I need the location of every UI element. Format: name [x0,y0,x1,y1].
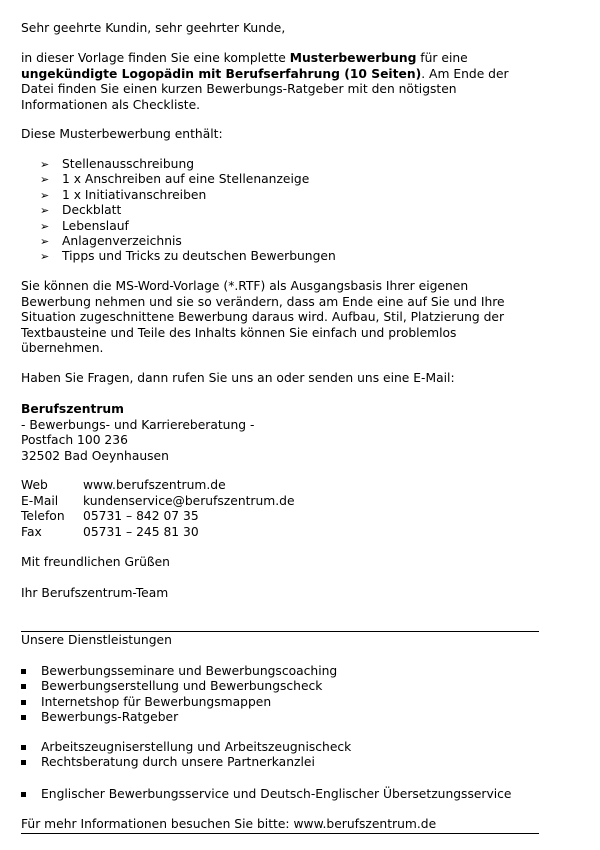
square-bullet-icon [21,760,26,765]
list-item-text: Rechtsberatung durch unsere Partnerkanzlei [41,755,315,770]
contact-label: Telefon [21,509,65,523]
list-item-text: Bewerbungserstellung und Bewerbungscheck [41,679,323,694]
contents-list [40,157,336,265]
list-item [21,787,512,802]
intro-line-1 [21,51,468,66]
services-list [21,740,351,771]
contact-row-fax [21,525,295,541]
list-item [40,219,336,234]
footer-text: Für mehr Informationen besuchen Sie bitte: www.berufszentrum.de [21,817,437,831]
intro-text: . Am Ende der [421,66,509,81]
intro-line-4: Informationen als Checkliste. [21,97,201,112]
list-item [21,755,351,770]
company-tagline: - Bewerbungs- und Karriereberatung - [21,417,255,432]
word-para-line: Textbausteine und Teile des Inhalts können Sie einfach und problemlos [21,325,457,340]
word-para-line: Situation zugeschnittene Bewerbung daraus wird. Aufbau, Stil, Platzierung der [21,310,505,324]
list-item-text: Lebenslauf [62,218,129,233]
list-item-text: Arbeitszeugniserstellung und Arbeitszeugnischeck [41,739,352,754]
arrow-bullet-icon: ➢ [40,158,50,171]
questions-text: Haben Sie Fragen, dann rufen Sie uns an oder senden uns eine E-Mail: [21,371,455,385]
list-item-text: Stellenausschreibung [62,157,195,171]
list-item-text: Deckblatt [62,203,122,218]
closing: Mit freundlichen Grüßen [21,555,170,569]
signature: Ihr Berufszentrum-Team [21,586,169,600]
intro-text: in dieser Vorlage finden Sie eine komplette [21,51,290,65]
list-item-text: Bewerbungsseminare und Bewerbungscoaching [41,663,338,678]
list-item [40,172,336,187]
square-bullet-icon [21,745,26,750]
company-city: 32502 Bad Oeynhausen [21,448,169,463]
intro-text: für eine [416,51,468,65]
word-para-line: übernehmen. [21,341,104,355]
intro-bold: ungekündigte Logopädin mit Berufserfahrung (10 Seiten) [21,66,422,81]
services-list [21,787,512,802]
arrow-bullet-icon: ➢ [40,219,50,233]
contact-row-phone [21,509,295,525]
divider [21,631,539,632]
arrow-bullet-icon: ➢ [40,234,50,248]
arrow-bullet-icon: ➢ [40,250,50,264]
contact-label: E-Mail [21,493,59,508]
contact-row-web [21,478,295,494]
contact-row-email [21,494,295,510]
contains-heading: Diese Musterbewerbung enthält: [21,127,223,141]
services-list [21,664,337,725]
list-item [21,664,337,679]
square-bullet-icon [21,715,26,720]
phone-number: 05731 – 842 07 35 [83,509,199,523]
arrow-bullet-icon: ➢ [40,188,50,202]
contact-label: Fax [21,524,42,539]
web-link[interactable]: www.berufszentrum.de [83,478,226,492]
arrow-bullet-icon: ➢ [40,173,50,187]
square-bullet-icon [21,684,26,689]
intro-bold: Musterbewerbung [289,51,417,65]
word-para-line: Sie können die MS-Word-Vorlage (*.RTF) als Ausgangsbasis Ihrer eigenen [21,279,469,293]
intro-line-2 [21,67,509,82]
list-item [21,679,337,694]
list-item [40,203,336,218]
word-para-line: Bewerbung nehmen und sie so verändern, dass am Ende eine auf Sie und Ihre [21,294,505,309]
square-bullet-icon [21,792,26,797]
salutation: Sehr geehrte Kundin, sehr geehrter Kunde, [21,21,286,35]
list-item [40,188,336,203]
list-item-text: Tipps und Tricks zu deutschen Bewerbungen [62,249,336,264]
list-item [21,740,351,755]
email-link[interactable]: kundenservice@berufszentrum.de [83,493,295,508]
list-item-text: Internetshop für Bewerbungsmappen [41,694,272,709]
contact-label: Web [21,478,48,492]
contact-block [21,478,295,540]
services-heading: Unsere Dienstleistungen [21,633,172,647]
arrow-bullet-icon: ➢ [40,204,50,218]
list-item-text: Bewerbungs-Ratgeber [41,709,179,724]
list-item [40,249,336,264]
square-bullet-icon [21,669,26,674]
list-item [40,234,336,249]
intro-line-3: Datei finden Sie einen kurzen Bewerbungs-Ratgeber mit den nötigsten [21,82,457,96]
list-item-text: Englischer Bewerbungsservice und Deutsch-Englischer Übersetzungsservice [41,786,512,801]
list-item-text: 1 x Anschreiben auf eine Stellenanzeige [62,172,310,187]
list-item-text: 1 x Initiativanschreiben [62,187,207,202]
square-bullet-icon [21,700,26,705]
divider [21,833,539,834]
list-item-text: Anlagenverzeichnis [62,233,182,248]
company-street: Postfach 100 236 [21,433,128,447]
list-item [21,710,337,725]
company-name: Berufszentrum [21,402,124,416]
list-item [40,157,336,172]
list-item [21,695,337,710]
fax-number: 05731 – 245 81 30 [83,524,199,539]
